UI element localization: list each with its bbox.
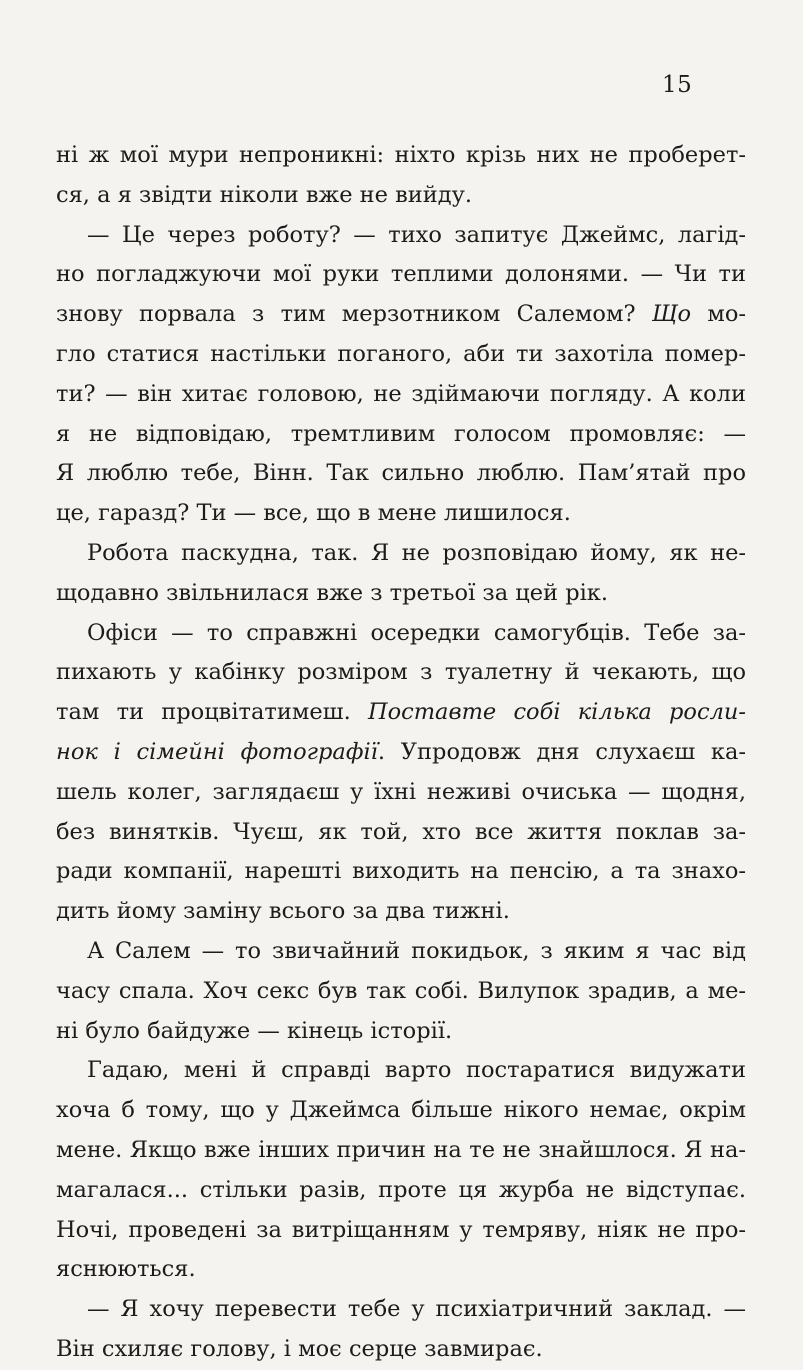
text-line [56,255,746,295]
text-line [56,892,746,932]
text-segment: — Це через роботу? — тихо запитує Джеймс, лагід- [87,221,746,248]
text-segment: мо- [691,301,746,328]
text-line [56,534,746,574]
text-line [56,972,746,1012]
text-segment: часу спала. Хоч секс був так собі. Вилупок зрадив, а ме- [56,977,746,1004]
text-segment: яснюються. [56,1256,196,1283]
text-segment: гло статися настільки поганого, аби ти захотіла помер- [56,340,746,367]
text-line [56,1330,746,1370]
body-text [56,136,746,1370]
text-line [56,614,746,654]
text-segment: . Упродовж дня слухаєш ка- [377,738,746,765]
text-segment: магалася... стільки разів, проте ця журба не відступає. [56,1176,746,1203]
text-line [56,1091,746,1131]
text-line [56,1250,746,1290]
text-line [56,813,746,853]
text-segment: — Я хочу перевести тебе у психіатричний заклад. — [87,1296,746,1323]
text-segment: ся, а я звідти ніколи вже не вийду. [56,181,473,208]
text-line [56,1290,746,1330]
text-segment: це, гаразд? Ти — все, що в мене лишилося. [56,500,571,527]
text-segment: ні ж мої мури непроникні: ніхто крізь них не проберет- [56,142,746,168]
text-line [56,773,746,813]
text-segment: я не відповідаю, тремтливим голосом промовляє: — [56,420,746,447]
text-segment: но погладжуючи мої руки теплими долонями. — Чи ти [56,261,746,288]
text-line [56,1171,746,1211]
text-line [56,415,746,455]
text-segment: там ти процвітатимеш. [56,699,368,726]
text-segment: пихають у кабінку розміром з туалетну й чекають, що [56,659,746,686]
italic-text: Що [651,301,692,328]
text-segment: знову порвала з тим мерзотником Салемом? [56,301,652,328]
text-segment: без винятків. Чуєш, як той, хто все життя поклав за- [56,818,746,845]
text-line [56,136,746,176]
text-segment: Ночі, проведені за витріщанням у темряву, ніяк не про- [56,1216,746,1243]
text-segment: щодавно звільнилася вже з третьої за цей рік. [56,579,609,606]
text-line [56,335,746,375]
text-line [56,1211,746,1251]
text-line [56,932,746,972]
text-segment: Я люблю тебе, Вінн. Так сильно люблю. Пам’ятай про [56,460,746,487]
text-segment: ні було байдуже — кінець історії. [56,1017,453,1044]
text-line [56,295,746,335]
text-segment: хоча б тому, що у Джеймса більше нікого немає, окрім [56,1097,746,1124]
text-line [56,454,746,494]
text-line [56,574,746,614]
text-segment: шель колег, заглядаєш у їхні неживі очиська — щодня, [56,778,746,805]
text-line [56,176,746,216]
text-line [56,733,746,773]
text-segment: мене. Якщо вже інших причин на те не знайшлося. Я на- [56,1136,746,1163]
text-line [56,375,746,415]
italic-text: Поставте собі кілька росли- [367,699,746,726]
text-line [56,693,746,733]
italic-text: нок і сімейні фотографії [56,738,378,765]
text-line [56,852,746,892]
text-line [56,1012,746,1052]
text-segment: Робота паскудна, так. Я не розповідаю йому, як не- [87,539,746,566]
text-segment: Гадаю, мені й справді варто постаратися видужати [87,1057,746,1084]
text-line [56,653,746,693]
text-line [56,1051,746,1091]
text-segment: А Салем — то звичайний покидьок, з яким я час від [87,937,746,964]
text-line [56,1131,746,1171]
text-segment: ради компанії, нарешті виходить на пенсію, а та знахо- [56,858,746,885]
text-line [56,216,746,256]
page-number: 15 [662,72,693,98]
text-line [56,494,746,534]
text-segment: Він схиляє голову, і моє серце завмирає. [56,1335,543,1362]
text-segment: ти? — він хитає головою, не здіймаючи погляду. А коли [56,380,746,407]
text-segment: дить йому заміну всього за два тижні. [56,898,510,925]
text-segment: Офіси — то справжні осередки самогубців. Тебе за- [87,619,746,646]
